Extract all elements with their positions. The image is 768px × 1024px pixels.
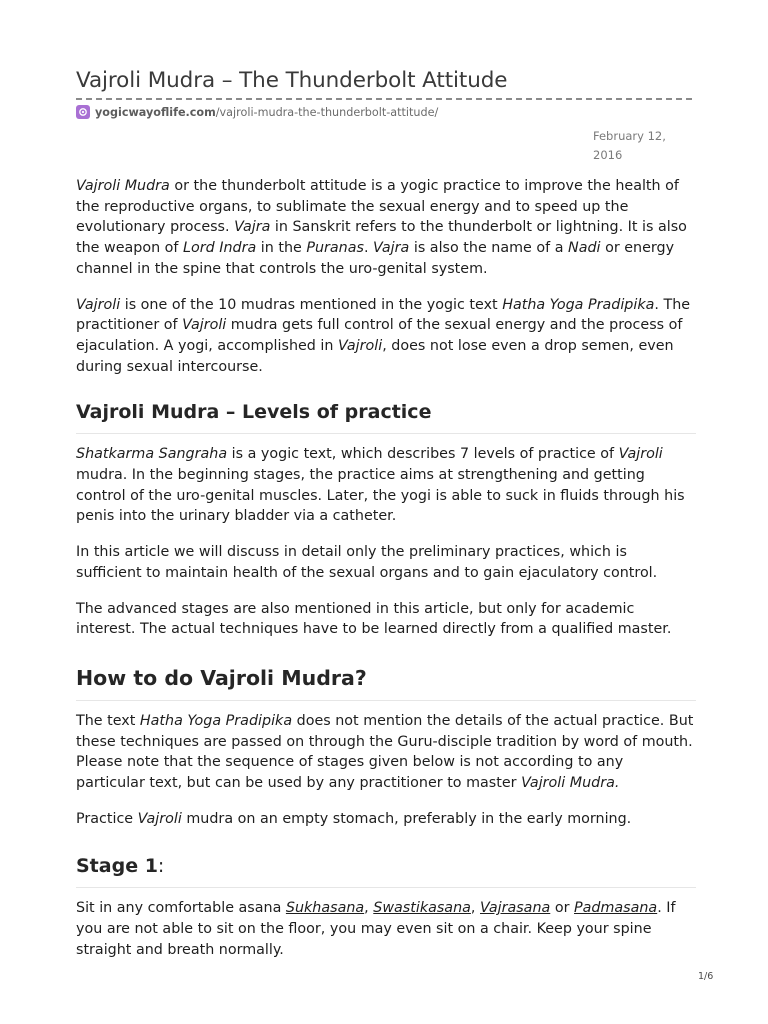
- heading-divider: [76, 887, 696, 888]
- paragraph-empty-stomach: [76, 809, 696, 830]
- asana-link[interactable]: Vajrasana: [480, 900, 551, 917]
- page-number: 1/6: [698, 971, 714, 982]
- text-run: in the: [256, 240, 307, 257]
- heading-stage-1-colon: :: [157, 855, 165, 878]
- italic-term: Vajroli: [182, 317, 227, 334]
- text-run: The text: [76, 712, 140, 729]
- paragraph-advanced: [76, 599, 696, 640]
- text-run: .: [363, 240, 374, 257]
- heading-divider: [76, 700, 696, 701]
- asana-link[interactable]: Swastikasana: [373, 900, 471, 917]
- italic-term: Vajroli Mudra.: [521, 775, 620, 792]
- italic-term: Lord Indra: [183, 240, 257, 257]
- text-run: mudra. In the beginning stages, the practice aims at strengthening and getting control of the uro-genital muscles. Later, the yogi is able to suck in fluids through his penis into the urinary bladder via a catheter.: [76, 467, 685, 525]
- italic-term: Puranas: [306, 240, 364, 257]
- text-run: mudra gets full control of the sexual energy and the process of ejaculation. A yogi, accomplished in: [76, 317, 683, 354]
- italic-term: Vajroli: [76, 296, 121, 313]
- asana-link[interactable]: Padmasana: [574, 900, 658, 917]
- text-run: . If you are not able to sit on the floor, you may even sit on a chair. Keep your spine straight and breath normally.: [76, 900, 676, 958]
- text-run: Practice: [76, 810, 138, 827]
- text-run: . The practitioner of: [76, 296, 691, 334]
- italic-term: Vajroli: [137, 810, 182, 827]
- text-run: is a yogic text, which describes 7 levels of practice of: [227, 446, 619, 463]
- paragraph-shatkarma: [76, 444, 696, 527]
- italic-term: Hatha Yoga Pradipika: [139, 712, 293, 729]
- source-path-link[interactable]: /vajroli-mudra-the-thunderbolt-attitude/: [215, 105, 439, 119]
- publish-date-month-day: February 12,: [593, 129, 666, 143]
- paragraph-hatha-text: [76, 711, 696, 794]
- heading-divider: [76, 433, 696, 434]
- text-run: is one of the 10 mudras mentioned in the yogic text: [120, 296, 503, 313]
- page-title: Vajroli Mudra – The Thunderbolt Attitude: [76, 68, 508, 93]
- italic-term: Vajroli Mudra: [76, 178, 170, 194]
- italic-term: Vajra: [373, 240, 410, 257]
- text-run: Sit in any comfortable asana: [76, 900, 286, 917]
- text-run: does not mention the details of the actual practice. But these techniques are passed on through the Guru-disciple tradition by word of mouth. Please note that the sequence of stages given below is not according to any particular text, but can be used by any practitioner to master: [76, 712, 694, 792]
- text-run: In this article we will discuss in detail only the preliminary practices, which is sufficient to maintain health of the sexual organs and to gain ejaculatory control.: [76, 544, 658, 581]
- paragraph-vajroli-text: [76, 295, 696, 378]
- text-run: ,: [470, 900, 480, 917]
- text-run: in Sanskrit refers to the thunderbolt or lightning. It is also the weapon of: [76, 219, 687, 257]
- heading-levels-of-practice: Vajroli Mudra – Levels of practice: [76, 401, 432, 424]
- heading-stage-1-label: Stage 1: [76, 855, 158, 878]
- heading-stage-1: [76, 854, 696, 878]
- source-domain-link[interactable]: yogicwayoflife.com: [95, 105, 216, 119]
- lotus-favicon-icon: [76, 105, 90, 119]
- publish-date-year: 2016: [593, 148, 623, 162]
- italic-term: Shatkarma Sangraha: [76, 446, 228, 463]
- title-divider: [76, 98, 692, 100]
- source-url: [76, 103, 694, 121]
- italic-term: Hatha Yoga Pradipika: [502, 296, 655, 313]
- italic-term: Vajroli: [338, 337, 383, 354]
- document-page: [76, 0, 694, 958]
- paragraph-stage-1: [76, 898, 696, 960]
- paragraph-intro: [76, 176, 696, 280]
- text-run: is also the name of a: [409, 240, 569, 257]
- publish-date: [593, 127, 683, 165]
- text-run: or: [550, 900, 574, 917]
- text-run: , does not lose even a drop semen, even during sexual intercourse.: [76, 337, 674, 375]
- asana-link[interactable]: Sukhasana: [285, 900, 365, 917]
- italic-term: Vajra: [234, 219, 271, 236]
- text-run: The advanced stages are also mentioned in this article, but only for academic interest. The actual techniques have to be learned directly from a qualified master.: [76, 600, 672, 638]
- article-body: [76, 176, 696, 976]
- text-run: or the thunderbolt attitude is a yogic practice to improve the health of the reproductive organs, to sublimate the sexual energy and to speed up the evolutionary process.: [76, 178, 679, 236]
- paragraph-preliminary: [76, 542, 696, 583]
- text-run: mudra on an empty stomach, preferably in the early morning.: [181, 810, 632, 827]
- heading-how-to: How to do Vajroli Mudra?: [76, 665, 367, 690]
- italic-term: Nadi: [568, 240, 601, 257]
- italic-term: Vajroli: [618, 446, 663, 463]
- text-run: or energy channel in the spine that controls the uro-genital system.: [76, 240, 675, 277]
- text-run: ,: [364, 900, 374, 917]
